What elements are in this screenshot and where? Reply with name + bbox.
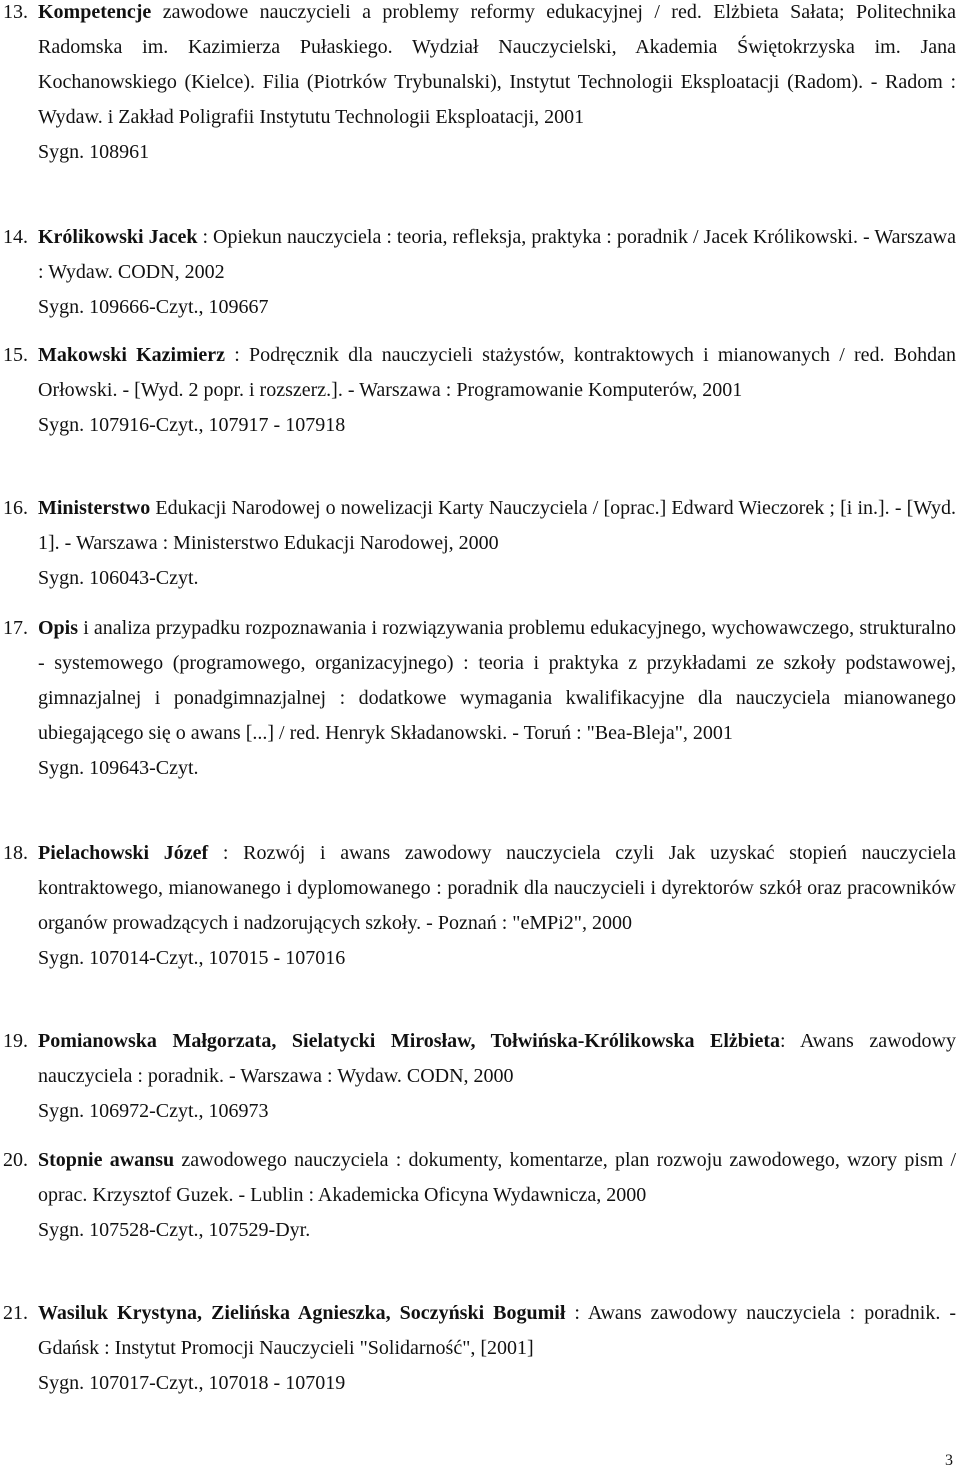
entry-text: : Podręcznik dla nauczycieli stażystów, kontraktowych i mianowanych / red. Bohdan Orłowski. - [Wyd. 2 popr. i rozszerz.]. - Warszawa : Programowanie Komputerów, 2001 <box>38 344 956 401</box>
entry-number: 16. <box>3 497 28 519</box>
bibliography-entry-19 <box>0 1024 960 1129</box>
entry-heading: Makowski Kazimierz <box>38 344 225 366</box>
entry-number: 14. <box>3 226 28 248</box>
entry-call-number: Sygn. 108961 <box>38 141 150 163</box>
entry-call-number: Sygn. 107017-Czyt., 107018 - 107019 <box>38 1372 346 1394</box>
entry-heading: Królikowski Jacek <box>38 226 198 248</box>
entry-heading: Stopnie awansu <box>38 1149 175 1171</box>
entry-number: 18. <box>3 842 28 864</box>
entry-text: Edukacji Narodowej o nowelizacji Karty Nauczyciela / [oprac.] Edward Wieczorek ; [i in.]. - [Wyd. 1]. - Warszawa : Ministerstwo Edukacji Narodowej, 2000 <box>38 497 956 554</box>
entry-heading: Pomianowska Małgorzata, Sielatycki Mirosław, Tołwińska-Królikowska Elżbieta <box>38 1030 781 1052</box>
entry-number: 15. <box>3 344 28 366</box>
entry-description <box>38 491 956 561</box>
page-number: 3 <box>945 1452 953 1469</box>
bibliography-entry-13 <box>0 0 960 170</box>
entry-text: : Opiekun nauczyciela : teoria, refleksja, praktyka : poradnik / Jacek Królikowski. - Warszawa : Wydaw. CODN, 2002 <box>38 226 956 283</box>
entry-call-number: Sygn. 107916-Czyt., 107917 - 107918 <box>38 414 346 436</box>
bibliography-entry-15 <box>0 338 960 443</box>
entry-heading: Ministerstwo <box>38 497 151 519</box>
bibliography-entry-14 <box>0 220 960 325</box>
entry-heading: Wasiluk Krystyna, Zielińska Agnieszka, Soczyński Bogumił <box>38 1302 566 1324</box>
entry-description <box>38 338 956 408</box>
entry-description <box>38 220 956 290</box>
entry-text: : Awans zawodowy nauczyciela : poradnik. - Warszawa : Wydaw. CODN, 2000 <box>38 1030 956 1087</box>
entry-heading: Opis <box>38 617 79 639</box>
bibliography-entry-21 <box>0 1296 960 1401</box>
entry-call-number: Sygn. 107014-Czyt., 107015 - 107016 <box>38 947 346 969</box>
entry-description <box>38 611 956 751</box>
entry-text: zawodowego nauczyciela : dokumenty, komentarze, plan rozwoju zawodowego, wzory pism / oprac. Krzysztof Guzek. - Lublin : Akademicka Oficyna Wydawnicza, 2000 <box>38 1149 957 1206</box>
entry-text: : Awans zawodowy nauczyciela : poradnik. - Gdańsk : Instytut Promocji Nauczycieli "Solidarność", [2001] <box>38 1302 956 1359</box>
entry-number: 13. <box>3 1 28 23</box>
entry-number: 19. <box>3 1030 28 1052</box>
entry-description <box>38 0 956 135</box>
bibliography-entry-17 <box>0 611 960 786</box>
entry-description <box>38 1024 956 1094</box>
bibliography-entry-18 <box>0 836 960 976</box>
entry-number: 21. <box>3 1302 28 1324</box>
entry-call-number: Sygn. 109643-Czyt. <box>38 757 199 779</box>
bibliography-entry-20 <box>0 1143 960 1248</box>
entry-call-number: Sygn. 106972-Czyt., 106973 <box>38 1100 269 1122</box>
entry-number: 20. <box>3 1149 28 1171</box>
entry-call-number: Sygn. 107528-Czyt., 107529-Dyr. <box>38 1219 311 1241</box>
entry-description <box>38 1296 956 1366</box>
bibliography-entry-16 <box>0 491 960 596</box>
entry-description <box>38 836 956 941</box>
entry-text: i analiza przypadku rozpoznawania i rozwiązywania problemu edukacyjnego, wychowawczego, strukturalno - systemowego (programowego, organizacyjnego) : teoria i praktyka z przykładami ze szkoły podstawowej, gimnazjalnej i ponadgimnazjalnej : dodatkowe wymagania kwalifikacyjne dla nauczyciela mianowanego ubiegającego się o awans [...] / red. Henryk Składanowski. - Toruń : "Bea-Bleja", 2001 <box>38 617 956 744</box>
entry-number: 17. <box>3 617 28 639</box>
entry-call-number: Sygn. 109666-Czyt., 109667 <box>38 296 269 318</box>
entry-description <box>38 1143 956 1213</box>
entry-text: : Rozwój i awans zawodowy nauczyciela czyli Jak uzyskać stopień nauczyciela kontraktowego, mianowanego i dyplomowanego : poradnik dla nauczycieli i dyrektorów szkół oraz pracowników organów prowadzących i nadzorujących szkoły. - Poznań : "eMPi2", 2000 <box>38 842 956 934</box>
entry-heading: Pielachowski Józef <box>38 842 209 864</box>
entry-text: zawodowe nauczycieli a problemy reformy edukacyjnej / red. Elżbieta Sałata; Politechnika Radomska im. Kazimierza Pułaskiego. Wydział Nauczycielski, Akademia Świętokrzyska im. Jana Kochanowskiego (Kielce). Filia (Piotrków Trybunalski), Instytut Technologii Eksploatacji (Radom). - Radom : Wydaw. i Zakład Poligrafii Instytutu Technologii Eksploatacji, 2001 <box>38 1 956 128</box>
entry-call-number: Sygn. 106043-Czyt. <box>38 567 199 589</box>
entry-heading: Kompetencje <box>38 1 152 23</box>
